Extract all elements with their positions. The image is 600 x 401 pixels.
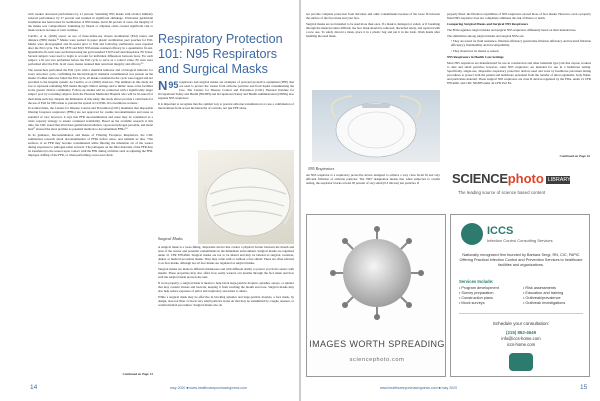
paragraph: Surgical masks are not intended to be used more than once. If a mask is damaged or soiled, or if breathing through the mask becomes difficult, the face mask should be removed, discarded safely, and replaced with a new one. To safely discard a mask, place it in a plastic bag and put it in the trash. Wash hands after handling the used mask.	[306, 21, 440, 39]
iccs-intro: Nationally recognized firm founded by Barbara Sergi, RN, CIC, FAPIC Offering Practical Infection Control and Prevention Services to healthcare facilities and organizations.	[459, 253, 583, 267]
drop-cap: N	[158, 80, 168, 93]
right-column-1-body	[306, 173, 440, 203]
paragraph: Surgical masks are made in different thicknesses and with different ability to protect you from contact with liquids. These properties may also affect how easily wearers can breathe through the face mask and how well the surgical mask protects the user.	[158, 267, 294, 280]
paragraph: An N95 respirator is a respiratory protective device designed to achieve a very close facial fit and very efficient filtration of airborne particles. The 'N95' designation means that when subjected to careful testing, the respirator blocks at least 95 percent of very small (0.3 micron) test particles. If	[306, 173, 440, 186]
surgical-mask-photo	[198, 150, 294, 244]
continued-note: Continued on Page 15	[122, 372, 153, 376]
paragraph: Most N95 respirators are manufactured for use in construction and other industrial type jobs that expose workers to dust and small particles; however, some N95 respirators are intended for use in a healthcare setting. Specifically, single-use, disposable respiratory protective devices used and worn by healthcare personnel during procedures to protect both the patient and healthcare personnel from the transfer of microorganisms, body fluids, and particulate material. These surgical N95 respirators are class II devices regulated by the FDA, under 21 CFR 878.4040, and CDC NIOSH under 42 CFR Part 84.	[447, 61, 591, 86]
paragraph	[158, 80, 294, 100]
bullet-text: They should not be shared or reused.	[452, 49, 500, 54]
paragraph: In its guidance, Decontamination and Reuse of Filtering Facepiece Respirators, the CDC summarizes research about decontamination of FFRs before reuse, and reminds us that, "The surfaces of an FFR may become contaminated while filtering the inhalation air of the wearer during exposures to pathogen-laden aerosols. The pathogens on the filter materials of the FFR may be transferred to the wearer upon contact with the FFR during activities such as adjusting the FFR, improper doffing of the FFR, or when performing a user-seal check	[28, 132, 153, 157]
paragraph: While a surgical mask may be effective in blocking splashes and large-particle droplets, a face mask, by design, does not filter or block very small particles in the air that may be transmitted by coughs, sneezes, or certain medical procedures. Surgical masks also do	[158, 294, 294, 307]
iccs-bottom-logo	[509, 353, 533, 371]
service-text: Mock surveys	[461, 301, 485, 305]
logo-science: SCIENCE	[452, 171, 508, 186]
paragraph: It is important to recognize that the optimal way to prevent airborne transmission is to use a combination of interventions from across the hierarchy of controls, not just PPE alone.	[158, 102, 294, 111]
service-item: • Construction plans	[459, 296, 493, 300]
service-item: • Program development	[459, 286, 499, 290]
paragraph: A surgical mask is a loose-fitting, disposable device that creates a physical barrier between the mouth and nose of the wearer and potential contaminants in the immediate environment. Surgical masks are regulated under 21 CFR 878.4040. Surgical masks are not to be shared and may be labeled as surgical, isolation, dental, or medical procedure masks. They may come with or without a face shield. These are often referred to as face masks, although not all face masks are regulated as surgical masks.	[158, 245, 294, 266]
iccs-logo-text: ICCS	[487, 225, 514, 237]
right-column-2	[447, 12, 591, 156]
paragraph: The FDA regulates surgical masks and surgical N95 respirators differently based on their intended use.	[447, 27, 577, 32]
service-item: • Education and training	[523, 291, 564, 295]
banner-tagline: The leading source of science based content	[458, 190, 546, 195]
left-column-2-intro	[158, 80, 294, 142]
paragraph: The similarities among surgical masks and surgical N95s are:	[447, 33, 525, 38]
page-number-right: 15	[580, 384, 588, 391]
n95-caption: N95 Respirators	[308, 166, 335, 171]
gutter	[299, 0, 301, 401]
ad-url: sciencephoto.com	[349, 357, 405, 363]
continued-note: Continued on Page 16	[559, 154, 590, 158]
left-column-1	[28, 12, 153, 374]
services-right	[523, 286, 587, 306]
paragraph: If worn properly, a surgical mask is meant to help block large-particle droplets, splashes, sprays, or splatter that may contain viruses and bacteria, keeping it from reaching the mouth and nose. Surgical masks may also help reduce exposure of saliva and respiratory secretions to others.	[158, 280, 294, 294]
service-text: Program development	[461, 286, 499, 290]
section-heading: Comparing Surgical Masks and Surgical N95 Respirators	[447, 21, 529, 26]
lead-text: respirators and surgical masks are examples of personal protective equipment (PPE) that are used to protect the wearer from airborne particles and from liquid contaminating the face. The Centers for Disease Control and Prevention (CDC) National Institute for Occupational Safety and Health (NIOSH) and Occupational Safety and Health Administration (OSHA) also regulate N95 respirators.	[158, 80, 294, 101]
right-column-1-top	[306, 12, 440, 85]
service-item: • Survey preparation	[459, 291, 494, 295]
left-column-2-body	[158, 245, 294, 377]
paragraph: not provide complete protection from microbes and other contaminants because of the loose fit between the surface of the face mask and your face.	[306, 12, 440, 21]
consult-email[interactable]: info@iccs-home.com	[501, 336, 541, 341]
bullet-item: • They should not be shared or reused.	[451, 49, 500, 54]
ad-headline: IMAGES WORTH SPREADING	[309, 339, 445, 349]
consult-cta: Schedule your consultation:	[492, 321, 550, 326]
section-heading: N95 Respirators in Health Care Settings	[447, 55, 504, 60]
left-footer: may 2020 ■ www.healthcarepurchasingnews.com	[170, 386, 248, 390]
service-item: • Mock surveys	[459, 301, 485, 305]
right-footer: www.healthcarepurchasingnews.com ■ may 2020	[380, 386, 458, 390]
service-item: • Outbreak/prevalence	[523, 296, 561, 300]
paragraph: with weaker decreased performance by 21 percent. Sanitizing N95 masks with alcohol similarly reduced performance by 27 percent and resulted in significant shrinkage. Ultraviolet germicidal irradiation has been tested for sterilization of N95 masks, but in 60 percent of cases, the integrity of the masks was compromised. Sanitizing by bleach or ethylene oxide created significant risk to mask wearers because of toxic residues.	[28, 12, 153, 33]
paragraph: In normal times, the Centers for Disease Control and Prevention (CDC) maintains that disposable filtering facepiece respirators (FFRs) are not approved for routine decontamination and reuse as standard of care; however, it says that FFR decontamination and reuse may be considered as a crisis capacity strategy to ensure continued availability. Based on the available research at this time, the CDC stated that ultraviolet germicidal irradiation, vaporous hydrogen peroxide, and moist heat¹⁷ showed the most promise as potential methods to decontaminate FFRs.¹⁸	[28, 106, 153, 131]
service-text: Outbreak Investigations	[525, 301, 566, 305]
service-text: Education and training	[525, 291, 564, 295]
service-text: Construction plans	[461, 296, 493, 300]
services-label: Services Include:	[459, 279, 494, 284]
service-item: • Risk assessments	[523, 286, 556, 290]
service-text: Outbreak/prevalence	[525, 296, 561, 300]
science-photo-banner[interactable]	[444, 162, 592, 208]
logo-photo: photo	[507, 171, 544, 186]
iccs-ad[interactable]	[450, 214, 590, 377]
iccs-logo	[461, 223, 483, 245]
science-photo-ad[interactable]	[306, 214, 446, 377]
ad-divider	[459, 313, 583, 314]
logo-library-box: LIBRARY	[547, 176, 571, 183]
service-text: Survey preparation	[461, 291, 494, 295]
bullet-text: They are tested for fluid resistance, filtration efficiency (particulate filtration efficiency and bacterial filtration efficiency), flammability and biocompatibility.	[451, 39, 591, 48]
science-photo-logo	[452, 172, 570, 185]
article-title: Respiratory Protection 101: N95 Respirators and Surgical Masks	[158, 32, 283, 76]
virus-illustration	[307, 215, 446, 377]
service-item: • Outbreak Investigations	[523, 301, 566, 305]
drop-cap-suffix: 95	[168, 80, 179, 90]
services-left	[459, 286, 521, 306]
paragraph: properly fitted, the filtration capabilities of N95 respirators exceed those of face masks. However, even a properly fitted N95 respirator does not completely eliminate the risk of illness or death.	[447, 12, 591, 21]
paragraph: Carrillo, et al. (2020) report on use of three-dallas-use chosen sterilization (EtO) issues and distance (H95) masks.¹⁶ Masks were packed in paper plastic sterilization peel pouches for EtO. Masks were photographed and fit-tested prior to EtO and following sterilization were repeated after the EtO cycle. The 3M 1870 and 8210 N95-masks retained efficacy in a quantitative fit-test. Quantitative fit-tests were performed using the gold standard TSI PortaCount Respirator Fit Tester. Several subjects were used to begin to account for individual differences between faces. For each subject, a fit test was performed before the EtO cycle to serve as a control value. Fit tests were performed after the EtO. In all cases, masks retained their structural integrity and efficacy.¹⁶	[28, 34, 153, 67]
paragraph: The researchers performed the EtO cycle with a chemical indicator and a biological indicator for every autoclave cycle, confirming the microbiological chemical contamination was present on the masks. If either indicator failed the EtO cycle, all masks contained in the cycle were tagged and not provided to the hospital system. As Carrillo, et al. (2020) observes, 'The numbers in this study are low to represent remaining N95 masks through clinical settings and to mimic reuse at the facilities in the greater clinical community. Follow-up studies will be conducted with a significantly larger subject pool by recruiting subjects from the Houston Methodist Hospital who will be fit-tested for their mask each day. Despite the limitations of this study, this study shows provide a valid basis for the use of EtO for N95 mask to prevent the spread of COVID-19 to healthcare workers.'	[28, 68, 153, 105]
consult-web[interactable]: iccs-home.com	[506, 342, 536, 347]
surgical-masks-caption: Surgical Masks	[158, 236, 183, 241]
iccs-company: Infection Control Consulting Services	[487, 238, 553, 243]
consult-phone[interactable]: (215) 862-4649	[505, 330, 537, 335]
page-number-left: 14	[30, 384, 38, 391]
bullet-item: • They are tested for fluid resistance, filtration efficiency (particulate filtration efficiency and bacterial filtration efficiency), flammability and biocompatibility.	[451, 39, 591, 48]
service-text: Risk assessments	[525, 286, 556, 290]
n95-respirator-photo	[312, 90, 440, 162]
